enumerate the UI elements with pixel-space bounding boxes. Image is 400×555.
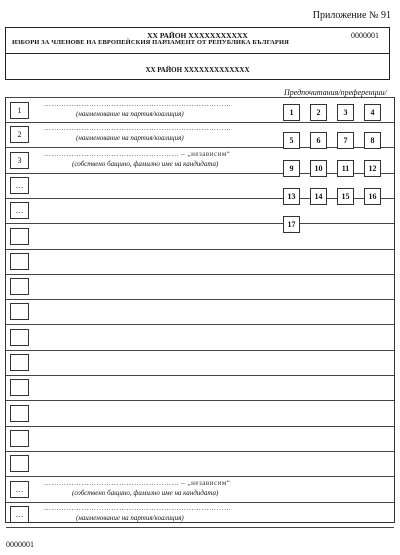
serial-number: 0000001: [351, 31, 379, 40]
row-number-checkbox[interactable]: [10, 354, 29, 371]
ballot-row: [6, 350, 394, 376]
preference-box[interactable]: 4: [364, 104, 381, 121]
row-number-checkbox[interactable]: [10, 379, 29, 396]
ballot-row: [6, 451, 394, 477]
row-number-checkbox[interactable]: …: [10, 506, 29, 523]
ballot-row: [6, 274, 394, 300]
entry-name-placeholder: …………………………………………………………………: [44, 124, 232, 133]
header-divider: [6, 53, 389, 54]
election-title: ИЗБОРИ ЗА ЧЛЕНОВЕ НА ЕВРОПЕЙСКИЯ ПАРЛАМЕНТ ОТ РЕПУБЛИКА БЪЛГАРИЯ: [12, 39, 289, 46]
entry-hint: (наименование на партия/коалиция): [76, 134, 184, 143]
entry-name-placeholder: ……………………………………………… – „независим“: [44, 149, 231, 158]
ballot-row: [6, 502, 394, 528]
entry-name-placeholder: …………………………………………………………………: [44, 503, 232, 512]
row-number-checkbox[interactable]: [10, 405, 29, 422]
entry-hint: (наименование на партия/коалиция): [76, 110, 184, 118]
preference-box[interactable]: 17: [283, 216, 300, 233]
ballot-row: [6, 375, 394, 401]
preference-box[interactable]: 8: [364, 132, 381, 149]
entry-hint: (наименование на партия/коалиция): [76, 513, 184, 522]
row-number-checkbox[interactable]: 1: [10, 102, 29, 119]
preference-box[interactable]: 10: [310, 160, 327, 177]
row-number-checkbox[interactable]: …: [10, 177, 29, 194]
ballot-row: [6, 148, 394, 174]
preference-box[interactable]: 11: [337, 160, 354, 177]
ballot-row: [6, 325, 394, 351]
district-title-repeat: XX РАЙОН XXXXXXXXXXXXX: [145, 66, 250, 74]
ballot-row: [6, 426, 394, 452]
district-title: XX РАЙОН XXXXXXXXXXX: [147, 31, 248, 40]
row-number-checkbox[interactable]: [10, 303, 29, 320]
ballot-row: [6, 477, 394, 503]
footer-serial-number: 0000001: [6, 540, 34, 549]
ballot-row: [6, 122, 394, 148]
row-number-checkbox[interactable]: 3: [10, 152, 29, 169]
row-number-checkbox[interactable]: …: [10, 202, 29, 219]
ballot-row: [6, 173, 394, 199]
ballot-row: [6, 97, 394, 123]
preference-box[interactable]: 9: [283, 160, 300, 177]
preference-box[interactable]: 7: [337, 132, 354, 149]
preference-box[interactable]: 5: [283, 132, 300, 149]
appendix-number: Приложение № 91: [312, 10, 391, 21]
preference-box[interactable]: 6: [310, 132, 327, 149]
preference-box[interactable]: 13: [283, 188, 300, 205]
preference-box[interactable]: 2: [310, 104, 327, 121]
preference-box[interactable]: 3: [337, 104, 354, 121]
preference-box[interactable]: 14: [310, 188, 327, 205]
ballot-header: [5, 27, 390, 80]
entry-name-placeholder: ……………………………………………… – „независим“: [44, 478, 231, 487]
row-number-checkbox[interactable]: …: [10, 481, 29, 498]
ballot-row: [6, 224, 394, 250]
preferences-label: Предпочитания/преференции/: [284, 88, 387, 97]
row-number-checkbox[interactable]: [10, 329, 29, 346]
ballot-row: [6, 299, 394, 325]
entry-name-placeholder: …………………………………………………………………: [44, 100, 232, 108]
preference-box[interactable]: 1: [283, 104, 300, 121]
ballot-row: [6, 198, 394, 224]
preference-box[interactable]: 16: [364, 188, 381, 205]
ballot-row: [6, 401, 394, 427]
preference-box[interactable]: 12: [364, 160, 381, 177]
row-number-checkbox[interactable]: [10, 228, 29, 245]
row-number-checkbox[interactable]: [10, 278, 29, 295]
ballot-row: [6, 249, 394, 275]
row-number-checkbox[interactable]: 2: [10, 126, 29, 143]
preference-box[interactable]: 15: [337, 188, 354, 205]
entry-hint: (собствено бащино, фамилно име на кандидата): [72, 488, 219, 497]
row-number-checkbox[interactable]: [10, 253, 29, 270]
entry-hint: (собствено бащино, фамилно име на кандидата): [72, 159, 219, 168]
row-number-checkbox[interactable]: [10, 430, 29, 447]
row-number-checkbox[interactable]: [10, 455, 29, 472]
